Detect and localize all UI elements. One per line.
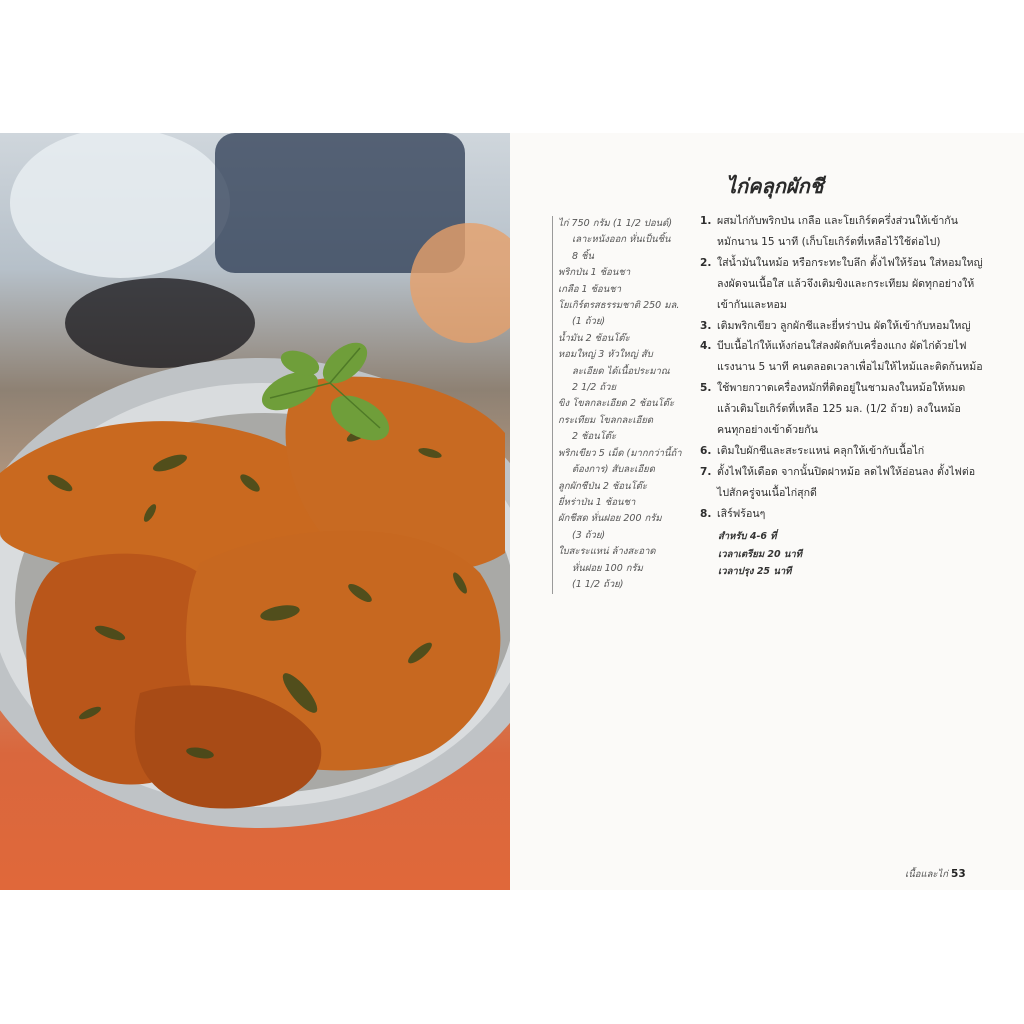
step-number: 3. [700, 319, 712, 332]
instruction-step [700, 504, 1000, 525]
step-text: เติมใบผักชีและสะระแหน่ คลุกให้เข้ากับเนื้อไก่ [717, 444, 925, 457]
instruction-step [700, 441, 1000, 462]
instruction-step [700, 462, 1000, 504]
ingredient-line: 2 ช้อนโต๊ะ [572, 431, 617, 443]
ingredient-line: เลาะหนังออก หั่นเป็นชิ้น [572, 234, 671, 246]
ingredient-line: พริกป่น 1 ช้อนชา [558, 267, 631, 279]
step-text: ผสมไก่กับพริกป่น เกลือ และโยเกิร์ตครึ่งส่วนให้เข้ากัน หมักนาน 15 นาที (เก็บโยเกิร์ตที่เหลือไว้ใช้ต่อไป) [717, 215, 958, 248]
ingredient-line: ผักชีสด หั่นฝอย 200 กรัม [558, 513, 662, 525]
page-footer [905, 867, 966, 882]
step-text: ใช้พายกวาดเครื่องหมักที่ติดอยู่ในชามลงในหม้อให้หมด แล้วเติมโยเกิร์ตที่เหลือ 125 มล. (1/2 ถ้วย) ลงในหม้อ คนทุกอย่างเข้าด้วยกัน [717, 382, 966, 437]
ingredient-line: โยเกิร์ตรสธรรมชาติ 250 มล. [558, 300, 680, 312]
recipe-title: ไก่คลุกผักชี [726, 174, 824, 198]
instruction-step [700, 316, 1000, 337]
ingredient-line: ใบสะระแหน่ ล้างสะอาด [558, 546, 656, 558]
ingredient-line: 8 ชิ้น [572, 250, 595, 262]
step-text: ใส่น้ำมันในหม้อ หรือกระทะใบลึก ตั้งไฟให้ร้อน ใส่หอมใหญ่ ลงผัดจนเนื้อใส แล้วจึงเติมขิงและกระเทียม ผัดทุกอย่างให้ เข้ากันและหอม [717, 256, 983, 311]
ingredient-line: น้ำมัน 2 ช้อนโต๊ะ [558, 332, 630, 344]
ingredient-line: ต้องการ) สับละเอียด [572, 464, 655, 476]
step-number: 8. [700, 507, 712, 520]
step-text: ตั้งไฟให้เดือด จากนั้นปิดฝาหม้อ ลดไฟให้อ่อนลง ตั้งไฟต่อ ไปสักครู่จนเนื้อไก่สุกดี [717, 465, 976, 499]
ingredient-line: ลูกผักชีป่น 2 ช้อนโต๊ะ [558, 480, 647, 492]
ingredient-line: กระเทียม โขลกละเอียด [558, 414, 654, 426]
ingredient-line: (3 ถ้วย) [572, 529, 606, 541]
ingredient-line: (1 ถ้วย) [572, 316, 606, 328]
step-number: 4. [700, 340, 712, 353]
ingredient-line: พริกเขียว 5 เม็ด (มากกว่านี้ถ้า [558, 447, 682, 459]
step-number: 1. [700, 215, 712, 227]
ingredient-line: หั่นฝอย 100 กรัม [572, 562, 643, 574]
ingredient-line: (1 1/2 ถ้วย) [572, 578, 624, 590]
ingredient-line: ละเอียด ได้เนื้อประมาณ [572, 365, 670, 377]
instruction-step [700, 336, 1000, 378]
dish-illustration [0, 133, 510, 890]
instruction-step [700, 378, 1000, 441]
step-number: 5. [700, 382, 712, 395]
section-name: เนื้อและไก่ [905, 869, 949, 880]
recipe-info [718, 528, 802, 581]
step-number: 6. [700, 444, 712, 457]
step-text: เสิร์ฟร้อนๆ [717, 507, 766, 520]
instruction-step [700, 211, 1000, 253]
ingredient-line: ยี่หร่าป่น 1 ช้อนชา [558, 496, 636, 508]
ingredient-line: 2 1/2 ถ้วย [572, 382, 617, 394]
step-number: 2. [700, 256, 712, 269]
ingredient-line: หอมใหญ่ 3 หัวใหญ่ สับ [558, 349, 653, 361]
step-text: บีบเนื้อไก่ให้แห้งก่อนใส่ลงผัดกับเครื่องแกง ผัดไก่ด้วยไฟ แรงนาน 5 นาที คนตลอดเวลาเพื่อไม่ให้ไหม้และติดก้นหม้อ [717, 340, 983, 374]
ingredient-line: ขิง โขลกละเอียด 2 ช้อนโต๊ะ [558, 398, 675, 410]
ingredient-line: ไก่ 750 กรัม (1 1/2 ปอนด์) [558, 218, 673, 229]
ingredients-list [552, 216, 702, 594]
step-number: 7. [700, 465, 712, 478]
serves-text: สำหรับ 4-6 ที่ [718, 531, 777, 542]
cook-time-text: เวลาปรุง 25 นาที [718, 566, 792, 577]
page-number: 53 [951, 868, 966, 880]
chicken-dish-photo [0, 133, 510, 890]
prep-time-text: เวลาเตรียม 20 นาที [718, 548, 803, 560]
ingredient-line: เกลือ 1 ช้อนชา [558, 283, 622, 295]
instructions-list [700, 211, 1000, 525]
instruction-step [700, 253, 1000, 316]
step-text: เติมพริกเขียว ลูกผักชีและยี่หร่าป่น ผัดให้เข้ากับหอมใหญ่ [717, 319, 971, 332]
